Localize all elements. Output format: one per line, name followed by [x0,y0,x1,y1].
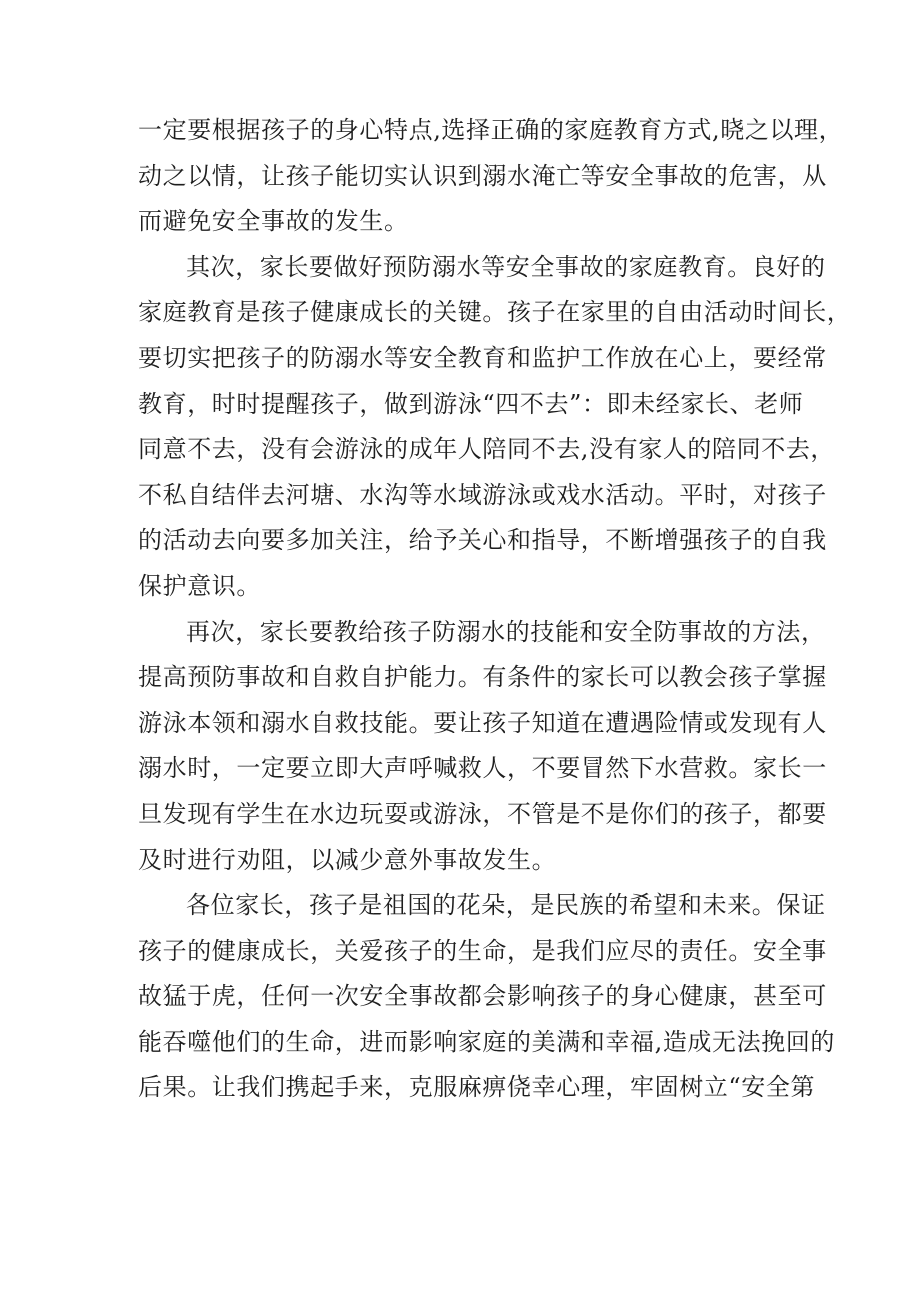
text-line: 能吞噬他们的生命，进而影响家庭的美满和幸福,造成无法挽回的 [138,1027,836,1056]
text-line: 孩子的健康成长，关爱孩子的生命，是我们应尽的责任。安全事 [138,936,827,965]
text-line: 同意不去，没有会游泳的成年人陪同不去,没有家人的陪同不去， [138,435,836,464]
paragraph-first-line: 各位家长，孩子是祖国的花朵，是民族的希望和未来。保证 [186,891,826,920]
text-line: 溺水时，一定要立即大声呼喊救人，不要冒然下水营救。家长一 [138,754,827,783]
text-line: 故猛于虎，任何一次安全事故都会影响孩子的身心健康，甚至可 [138,982,827,1011]
text-line: 动之以情，让孩子能切实认识到溺水淹亡等安全事故的危害，从 [138,161,827,190]
text-line: 不私自结伴去河塘、水沟等水域游泳或戏水活动。平时，对孩子 [138,480,827,509]
text-line: 及时进行劝阻，以减少意外事故发生。 [138,845,557,874]
text-line: 教育，时时提醒孩子，做到游泳“四不去”：即未经家长、老师 [138,389,804,418]
body-text [138,108,852,1111]
text-line: 保护意识。 [138,571,261,600]
paragraph-first-line: 再次，家长要教给孩子防溺水的技能和安全防事故的方法， [186,617,826,646]
text-line: 旦发现有学生在水边玩耍或游泳，不管是不是你们的孩子，都要 [138,799,827,828]
text-line: 要切实把孩子的防溺水等安全教育和监护工作放在心上，要经常 [138,343,827,372]
text-line: 提高预防事故和自救自护能力。有条件的家长可以教会孩子掌握 [138,663,827,692]
text-line: 后果。让我们携起手来，克服麻痹侥幸心理，牢固树立“安全第 [138,1073,816,1102]
text-line: 一定要根据孩子的身心特点,选择正确的家庭教育方式,晓之以理， [138,116,844,144]
text-line: 家庭教育是孩子健康成长的关键。孩子在家里的自由活动时间长， [138,298,852,327]
paragraph-first-line: 其次，家长要做好预防溺水等安全事故的家庭教育。良好的 [186,252,826,281]
text-line: 的活动去向要多加关注，给予关心和指导，不断增强孩子的自我 [138,526,827,555]
text-line: 游泳本领和溺水自救技能。要让孩子知道在遭遇险情或发现有人 [138,708,827,737]
text-line: 而避免安全事故的发生。 [138,207,409,236]
